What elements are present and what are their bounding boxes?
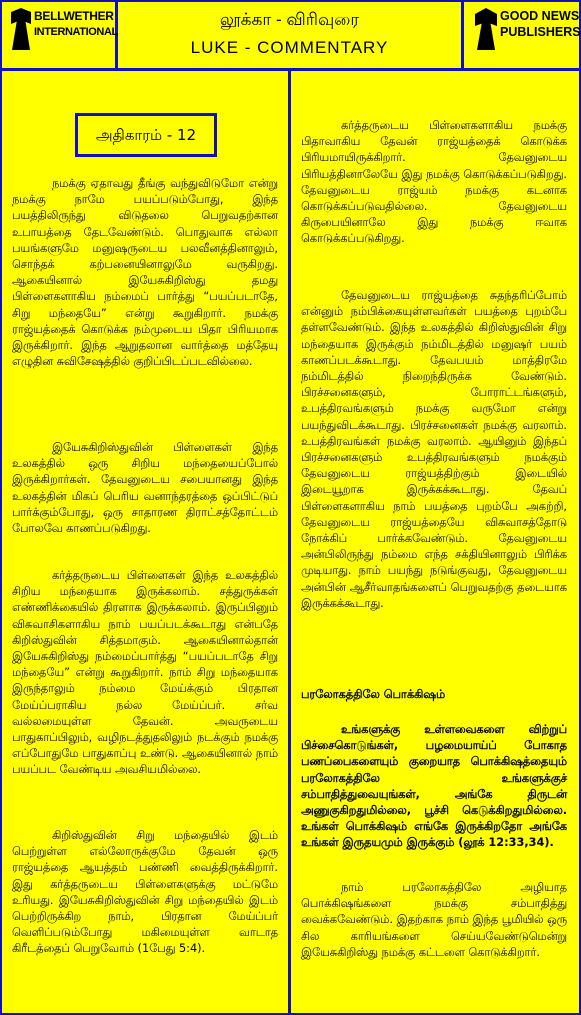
right-paragraph-3: நாம் பரலோகத்திலே அழியாத பொக்கிஷங்களை நமக்கு சம்பாதித்து வைக்கவேண்டும். இதற்காக நாம் இந்த பூமியில் ஒரு சில காரியங்களை செய்யவேண்டுமென்று இயேசுகிறிஸ்து நமக்கு கட்டளை கொடுக்கிறார். bbox=[301, 881, 567, 959]
publisher-logo-left bbox=[8, 8, 118, 40]
publisher-right-line2: PUBLISHERS bbox=[500, 25, 581, 39]
book-figure-icon bbox=[8, 6, 34, 52]
page-header bbox=[0, 0, 581, 71]
book-figure-icon bbox=[472, 6, 500, 52]
publisher-logo-right bbox=[472, 8, 581, 40]
right-paragraph-1: கர்த்தருடைய பிள்ளைகளாகிய நமக்கு பிதாவாகிய தேவன் ராஜ்யத்தைக் கொடுக்க பிரியமாயிருக்கிறார். தேவனுடைய பிரியத்தினாலேயே இது நமக்கு கொடுக்கப்படுகிறது. தேவனுடைய ராஜ்யம் நமக்கு கடனாக கொடுக்கப்படுவதில்லை. தேவனுடைய கிருபையினாலே இது நமக்கு ஈவாக கொடுக்கப்படுகிறது. bbox=[301, 119, 567, 246]
left-paragraph-2: இயேசுகிறிஸ்துவின் பிள்ளைகள் இந்த உலகத்தில் ஒரு சிறிய மந்தையைப்போல் இருக்கிறார்கள். தேவனுடைய சபையானது இந்த உலகத்தின் மிகப் பெரிய வனாந்தரத்தை ஒப்பிட்டுப் பார்க்கும்போது, ஒரு சாதாரண திராட்சத்தோட்டம் போலவே காணப்படுகிறது. bbox=[12, 441, 278, 536]
left-paragraph-3: கர்த்தருடைய பிள்ளைகள் இந்த உலகத்தில் சிறிய மந்தையாக இருக்கலாம். சத்துருக்கள் எண்ணிக்கையில் திரளாக இருக்கலாம். இருப்பினும் விசுவாசிகளாகிய நாம் பயப்படக்கூடாது என்பதே கிறிஸ்துவின் சித்தமாகும். ஆகையினால்தான் இயேசுகிறிஸ்து நம்மைப்பார்த்து “பயப்படாதே சிறு மந்தையே” என்று கூறுகிறார். நாம் சிறு மந்தையாக இருந்தாலும் நம்மை மேய்க்கும் பிரதான மேய்ப்பராகிய நல்ல மேய்ப்பர். சர்வ வல்லமையுள்ள தேவன். அவருடைய பாதுகாப்பிலும், வழிநடத்துதலிலும் நடக்கும் நமக்கு எப்போதுமே பாதுகாப்பு உண்டு. ஆகையினால் நாம் பயப்பட வேண்டிய அவசியமில்லை. bbox=[12, 569, 278, 777]
column-divider bbox=[288, 68, 291, 1015]
left-paragraph-4: கிறிஸ்துவின் சிறு மந்தையில் இடம் பெற்றுள்ள எல்லோருக்குமே தேவன் ஒரு ராஜ்யத்தை ஆயத்தம் பண்ணி வைத்திருக்கிறார். இது கர்த்தருடைய பிள்ளைகளுக்கு மட்டுமே உரியது. இயேசுகிறிஸ்துவின் சிறு மந்தையில் இடம் பெற்றிருக்கிற நாம், பிரதான மேய்ப்பர் வெளிப்படும்போது மகிமையுள்ள வாடாத கிரீடத்தைப் பெறுவோம் (1பேது 5:4). bbox=[12, 829, 278, 956]
publisher-left-line2: INTERNATIONAL bbox=[34, 26, 118, 38]
header-divider-right bbox=[461, 0, 464, 68]
chapter-label: அதிகாரம் - 12 bbox=[75, 113, 217, 157]
scripture-quote: உங்களுக்கு உள்ளவைகளை விற்றுப் பிச்சைகொடுங்கள், பழமையாய்ப் போகாத பணப்பைகளையும் குறையாத பொக்கிஷத்தையும் பரலோகத்திலே உங்களுக்குச் சம்பாதித்துவையுங்கள், அங்கே திருடன் அணுகுகிறதுமில்லை, பூச்சி கெடுக்கிறதுமில்லை. உங்கள் பொக்கிஷம் எங்கே இருக்கிறதோ அங்கே உங்கள் இருதயமும் இருக்கும் (லூக் 12:33,34). bbox=[301, 723, 567, 850]
publisher-right-line1: GOOD NEWS bbox=[500, 9, 580, 23]
title-tamil: லூக்கா - விரிவுரை bbox=[219, 10, 360, 29]
left-paragraph-1: நமக்கு ஏதாவது தீங்கு வந்துவிடுமோ என்று நமக்கு நாமே பயப்படும்போது, இந்த பயத்திலிருந்து விடுதலை பெறுவதற்கான உபாயத்தை தேடவேண்டும். பொதுவாக எல்லா பயங்களுமே மனுஷருடைய பலவீனத்தினாலும், சொந்தக் கற்பனையினாலுமே வருகிறது. ஆகையினால் இயேசுகிறிஸ்து தமது பிள்ளைகளாகிய நம்மைப் பார்த்து “பயப்படாதே, சிறு மந்தையே” என்று கூறுகிறார். நமக்கு ராஜ்யத்தைக் கொடுக்க நம்முடைய பிதா பிரியமாக இருக்கிறார். இந்த ஆறுதலான வார்த்தை மத்தேயு எழுதின சுவிசேஷத்தில் குறிப்பிடப்படவில்லை. bbox=[12, 177, 278, 369]
publisher-left-line1: BELLWETHER bbox=[34, 9, 114, 23]
right-paragraph-2: தேவனுடைய ராஜ்யத்தை சுதந்தரிப்போம் என்னும் நம்பிக்கையுள்ளவர்கள் பயத்தை புறம்பே தள்ளவேண்டும். இந்த உலகத்தில் கிறிஸ்துவின் சிறு மந்தையாக இருக்கும் நம்மிடத்தில் மனுஷர் பயம் காணப்படக்கூடாது. தேவபயம் மாத்திரமே நம்மிடத்தில் நிறைந்திருக்க வேண்டும். பிரச்சனைகளும், போராட்டங்களும், உபத்திரவங்களும் நமக்கு வருமோ என்று பயந்துவிடக்கூடாது. பிரச்சனைகள் நமக்கு வரலாம். உபத்திரவங்கள் நமக்கு வரலாம். ஆயினும் இந்தப் பிரச்சனைகளும் உபத்திரவங்களும் நமக்கும் தேவனுடைய ராஜ்யத்திற்கும் இடையில் இடையூறாக இருக்கக்கூடாது. தேவப் பிள்ளைகளாகிய நாம் பயத்தை புறம்பே அகற்றி, தேவனுடைய ராஜ்யத்தையே விசுவாசத்தோடு நோக்கிப் பார்க்கவேண்டும். தேவனுடைய அன்பிலிருந்து நம்மை எந்த சக்தியினாலும் பிரிக்க முடியாது. நாம் பயந்து நடுங்குவது, தேவனுடைய அன்பின் ஆசீர்வாதங்களைப் பெறுவதற்கு தடையாக இருக்கக்கூடாது. bbox=[301, 289, 567, 610]
title-english: LUKE - COMMENTARY bbox=[190, 38, 389, 57]
section-heading: பரலோகத்திலே பொக்கிஷம் bbox=[301, 688, 446, 701]
